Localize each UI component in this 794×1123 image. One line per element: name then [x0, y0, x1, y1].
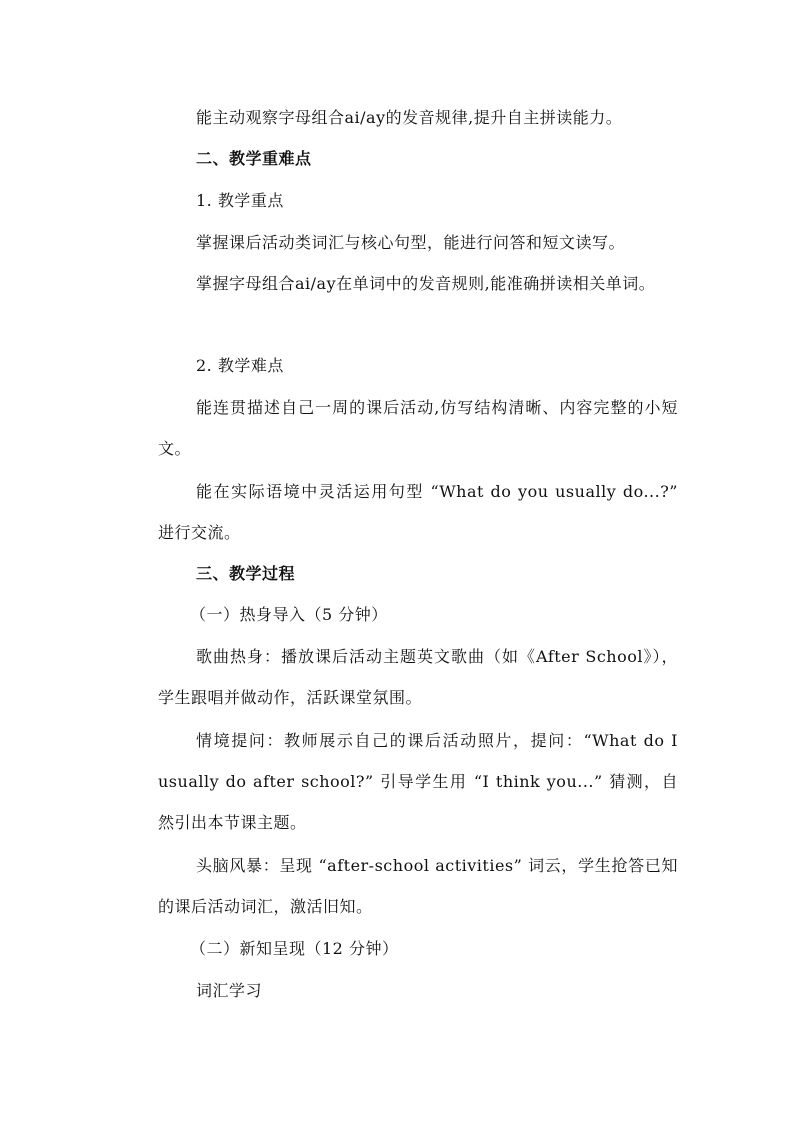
- paragraph-pronunciation-goal: 能主动观察字母组合ai/ay的发音规律,提升自主拼读能力。: [196, 108, 623, 127]
- paragraph-situational-question: 情境提问：教师展示自己的课后活动照片，提问：“What do I usually do after school?” 引导学生用 “I think you...” 猜测，自然引出本节课主题。: [158, 731, 678, 832]
- paragraph-difficult-point-2: 能在实际语境中灵活运用句型 “What do you usually do...?” 进行交流。: [158, 482, 678, 542]
- paragraph-brainstorm: 头脑风暴：呈现 “after-school activities” 词云，学生抢答已知的课后活动词汇，激活旧知。: [158, 856, 678, 916]
- paragraph-difficult-point-1: 能连贯描述自己一周的课后活动,仿写结构清晰、内容完整的小短文。: [158, 398, 678, 458]
- paragraph-song-warm-up: 歌曲热身：播放课后活动主题英文歌曲（如《After School》），学生跟唱并做动作，活跃课堂氛围。: [158, 647, 678, 707]
- subheading-key-points: 1. 教学重点: [196, 191, 284, 210]
- paragraph-vocabulary-learning: 词汇学习: [196, 981, 263, 1000]
- paragraph-key-point-1: 掌握课后活动类词汇与核心句型，能进行问答和短文读写。: [196, 233, 626, 252]
- paragraph-key-point-2: 掌握字母组合ai/ay在单词中的发音规则,能准确拼读相关单词。: [196, 274, 656, 293]
- subheading-difficult-points: 2. 教学难点: [196, 356, 284, 375]
- section-heading-teaching-process: 三、教学过程: [196, 564, 296, 583]
- step-heading-new-knowledge: （二）新知呈现（12 分钟）: [190, 939, 399, 958]
- step-heading-warm-up: （一）热身导入（5 分钟）: [190, 605, 388, 624]
- section-heading-key-difficult-points: 二、教学重难点: [196, 149, 312, 168]
